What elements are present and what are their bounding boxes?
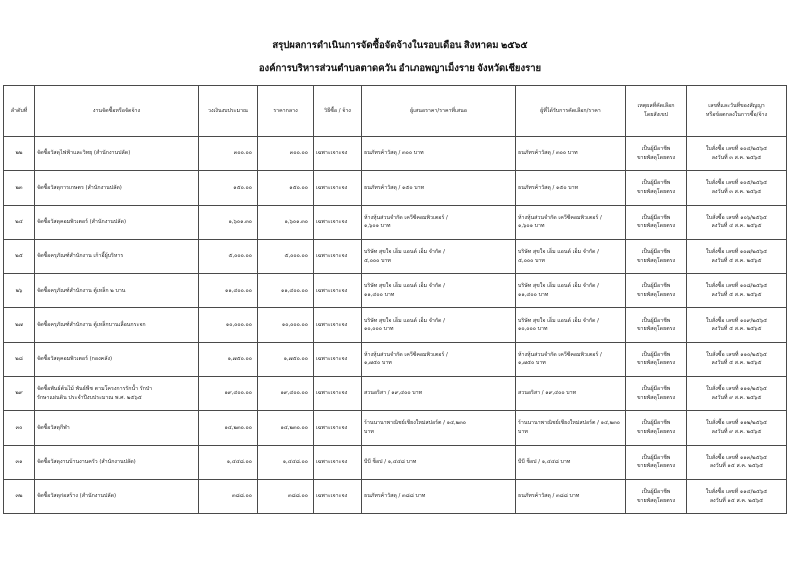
cell-reason-line1: เป็นผู้มีอาชีพ (641, 420, 671, 427)
table-row (4, 274, 787, 308)
cell-winner-line1: ห้างหุ้นส่วนจำกัด เควีซีคอมพิวเตอร์ / (518, 351, 602, 358)
cell-median-price: ๓๐๐.๐๐ (258, 137, 314, 171)
cell-median-price: ๑๐,๐๐๐.๐๐ (258, 308, 314, 342)
cell-bidders (362, 171, 516, 205)
cell-bidder-line2: บาท (364, 429, 374, 436)
table-row (4, 342, 787, 376)
cell-item-line2: รักษาแผ่นดิน ประจำปีงบประมาณ พ.ศ. ๒๕๖๕ (37, 394, 142, 401)
cell-bidders (362, 239, 516, 273)
cell-reason-line1: เป็นผู้มีอาชีพ (641, 317, 671, 324)
header-budget: วงเงินงบประมาณ (199, 86, 258, 137)
cell-winner-line1: ธนภัทรค้าวัสดุ / ๑๕๐ บาท (518, 184, 579, 191)
cell-contract-ref (687, 205, 787, 239)
cell-reason-line2: ขายพัสดุโดยตรง (636, 188, 676, 195)
header-ref-line1: เลขที่และวันที่ของสัญญา (708, 103, 765, 110)
cell-ref-line1: ใบสั่งซื้อ เลขที่ ๑๑๓/๒๕๖๕ (705, 454, 768, 461)
cell-bidder-line1: บริษัท สุขใจ เอ็ม แอนด์ เอ็ม จำกัด / (364, 317, 445, 324)
cell-bidders (362, 342, 516, 376)
cell-bidder-line2: ๕,๐๐๐ บาท (364, 257, 391, 264)
cell-winner-line1: ธนภัทรค้าวัสดุ / ๓๘๘ บาท (518, 493, 580, 500)
cell-item (35, 411, 199, 445)
cell-bidder-line1: บริษัท สุขใจ เอ็ม แอนด์ เอ็ม จำกัด / (364, 283, 445, 290)
cell-budget: ๓๐๐.๐๐ (199, 137, 258, 171)
cell-bidders (362, 445, 516, 479)
cell-ref-line1: ใบสั่งซื้อ เลขที่ ๑๑๒/๒๕๖๕ (706, 420, 767, 427)
cell-median-price: ๕,๐๐๐.๐๐ (258, 239, 314, 273)
procurement-table (3, 85, 787, 514)
cell-item-line1: จัดซื้อพันธ์ต้นไม้ พันธ์พืช ตามโครงการรักน้ำ รักป่า (37, 386, 153, 393)
cell-item (35, 274, 199, 308)
cell-median-price: ๑๔,๒๓๐.๐๐ (258, 411, 314, 445)
cell-no: ๓๐ (4, 411, 35, 445)
cell-reason-line2: ขายพัสดุโดยตรง (636, 257, 676, 264)
cell-bidder-line1: ธนภัทรค้าวัสดุ / ๑๕๐ บาท (364, 184, 425, 191)
cell-ref-line2: ลงวันที่ ๙ ส.ค. ๒๕๖๕ (711, 429, 762, 436)
cell-no: ๒๘ (4, 342, 35, 376)
header-reason-line1: เหตุผลที่คัดเลือก (637, 103, 675, 110)
cell-winner-line1: สวนอริสา / ๑๙,๔๐๐ บาท (518, 390, 577, 397)
table-row (4, 377, 787, 411)
cell-method: เฉพาะเจาะจง (314, 479, 362, 513)
cell-item (35, 239, 199, 273)
cell-contract-ref (687, 239, 787, 273)
header-winner: ผู้ที่ได้รับการคัดเลือก/ราคา (516, 86, 626, 137)
cell-reason (626, 205, 687, 239)
cell-method: เฉพาะเจาะจง (314, 411, 362, 445)
cell-budget: ๕,๐๐๐.๐๐ (199, 239, 258, 273)
cell-median-price: ๑๕๐.๐๐ (258, 171, 314, 205)
cell-ref-line1: ใบสั่งซื้อ เลขที่ ๑๐๗/๒๕๖๕ (705, 248, 768, 255)
cell-method: เฉพาะเจาะจง (314, 205, 362, 239)
cell-reason (626, 171, 687, 205)
cell-ref-line1: ใบสั่งซื้อ เลขที่ ๑๐๖/๒๕๖๕ (706, 214, 767, 221)
cell-winner-line1: ธนภัทรค้าวัสดุ / ๓๐๐ บาท (518, 150, 578, 157)
cell-bidders (362, 274, 516, 308)
cell-item-line1: จัดซื้อครุภัณฑ์สำนักงาน ตู้เหล็กบานเลื่อนกระจก (37, 321, 146, 328)
cell-method: เฉพาะเจาะจง (314, 308, 362, 342)
cell-contract-ref (687, 308, 787, 342)
cell-winner (516, 479, 626, 513)
cell-item-line1: จัดซื้อครุภัณฑ์สำนักงาน เก้าอี้ผู้บริหาร (37, 253, 124, 260)
cell-ref-line2: ลงวันที่ ๕ ส.ค. ๒๕๖๕ (711, 291, 762, 298)
header-no: ลำดับที่ (4, 86, 35, 137)
cell-budget: ๑๙,๔๐๐.๐๐ (199, 377, 258, 411)
cell-item-line1: จัดซื้อวัสดุคอมพิวเตอร์ (กองคลัง) (37, 356, 113, 363)
cell-winner (516, 239, 626, 273)
cell-bidder-line1: สวนอริสา / ๑๙,๔๐๐ บาท (364, 390, 423, 397)
cell-budget: ๓๘๘.๐๐ (199, 479, 258, 513)
cell-reason-line2: ขายพัสดุโดยตรง (636, 326, 676, 333)
cell-reason (626, 377, 687, 411)
cell-median-price: ๑,๔๔๘.๐๐ (258, 445, 314, 479)
cell-median-price: ๑,๖๐๑.๓๐ (258, 205, 314, 239)
cell-method: เฉพาะเจาะจง (314, 445, 362, 479)
cell-bidder-line2: ๑,๖๐๑ บาท (364, 223, 391, 230)
cell-winner-line2: ๕,๐๐๐ บาท (518, 257, 545, 264)
cell-winner (516, 308, 626, 342)
cell-bidders (362, 308, 516, 342)
cell-contract-ref (687, 171, 787, 205)
cell-winner-line2: ๑๑,๔๐๐ บาท (518, 291, 549, 298)
header-reason-line2: โดยสังเขป (643, 112, 668, 118)
header-reason (626, 86, 687, 137)
cell-ref-line1: ใบสั่งซื้อ เลขที่ ๑๐๘/๒๕๖๕ (705, 283, 768, 290)
cell-winner (516, 205, 626, 239)
cell-ref-line1: ใบสั่งซื้อ เลขที่ ๑๑๐/๒๕๖๕ (706, 351, 767, 358)
cell-reason-line2: ขายพัสดุโดยตรง (636, 291, 676, 298)
cell-contract-ref (687, 274, 787, 308)
cell-winner (516, 411, 626, 445)
cell-item-line1: จัดซื้อวัสดุการเกษตร (สำนักงานปลัด) (37, 184, 122, 191)
table-header-row (4, 86, 787, 137)
cell-winner-line2: ๑๐,๐๐๐ บาท (518, 326, 548, 333)
cell-ref-line2: ลงวันที่ ๑๕ ส.ค. ๒๕๖๕ (709, 463, 764, 470)
cell-item (35, 445, 199, 479)
cell-bidder-line1: ธนภัทรค้าวัสดุ / ๓๐๐ บาท (364, 150, 424, 157)
cell-ref-line2: ลงวันที่ ๓ ส.ค. ๒๕๖๕ (711, 188, 762, 195)
cell-method: เฉพาะเจาะจง (314, 239, 362, 273)
cell-ref-line1: ใบสั่งซื้อ เลขที่ ๑๑๔/๒๕๖๕ (705, 489, 768, 496)
cell-item-line1: จัดซื้อวัสดุก่อสร้าง (สำนักงานปลัด) (37, 493, 117, 500)
cell-winner (516, 377, 626, 411)
cell-reason-line1: เป็นผู้มีอาชีพ (641, 248, 671, 255)
table-row (4, 205, 787, 239)
cell-reason (626, 479, 687, 513)
cell-method: เฉพาะเจาะจง (314, 137, 362, 171)
cell-method: เฉพาะเจาะจง (314, 274, 362, 308)
table-row (4, 137, 787, 171)
cell-reason-line2: ขายพัสดุโดยตรง (636, 154, 676, 161)
cell-bidders (362, 377, 516, 411)
cell-ref-line1: ใบสั่งซื้อ เลขที่ ๑๐๕/๒๕๖๕ (705, 180, 768, 187)
cell-item-line1: จัดซื้อวัสดุงานบ้านงานครัว (สำนักงานปลัด) (37, 459, 136, 466)
header-median-price: ราคากลาง (258, 86, 314, 137)
cell-reason-line1: เป็นผู้มีอาชีพ (641, 146, 671, 153)
cell-budget: ๑,๔๔๘.๐๐ (199, 445, 258, 479)
cell-bidder-line1: บริษัท สุขใจ เอ็ม แอนด์ เอ็ม จำกัด / (364, 248, 445, 255)
cell-budget: ๑๑,๔๐๐.๐๐ (199, 274, 258, 308)
cell-reason-line1: เป็นผู้มีอาชีพ (641, 214, 671, 221)
cell-budget: ๑,๗๕๐.๐๐ (199, 342, 258, 376)
cell-winner-line1: บริษัท สุขใจ เอ็ม แอนด์ เอ็ม จำกัด / (518, 283, 599, 290)
cell-winner-line1: ร้านนานาพาณิชย์เชียงใหม่สปอร์ต / ๑๔,๒๓๐ (518, 420, 620, 427)
cell-budget: ๑๔,๒๓๐.๐๐ (199, 411, 258, 445)
cell-bidder-line1: ธนภัทรค้าวัสดุ / ๓๘๘ บาท (364, 493, 426, 500)
cell-reason-line2: ขายพัสดุโดยตรง (636, 223, 676, 230)
header-item: งานจัดซื้อหรือจัดจ้าง (35, 86, 199, 137)
cell-median-price: ๑๙,๔๐๐.๐๐ (258, 377, 314, 411)
cell-item (35, 137, 199, 171)
table-body (4, 137, 787, 514)
cell-median-price: ๑๑,๔๐๐.๐๐ (258, 274, 314, 308)
document-subtitle: องค์การบริหารส่วนตำบลตาดควัน อำเภอพญาเม็งราย จังหวัดเชียงราย (258, 64, 542, 74)
cell-winner-line2: ๑,๖๐๑ บาท (518, 223, 545, 230)
cell-no: ๒๒ (4, 137, 35, 171)
cell-reason-line2: ขายพัสดุโดยตรง (636, 429, 676, 436)
cell-ref-line2: ลงวันที่ ๕ ส.ค. ๒๕๖๕ (711, 257, 762, 264)
cell-contract-ref (687, 445, 787, 479)
cell-winner-line2: ๑,๗๕๐ บาท (518, 360, 546, 367)
cell-ref-line2: ลงวันที่ ๑๕ ส.ค. ๒๕๖๕ (709, 497, 764, 504)
table-row (4, 308, 787, 342)
cell-ref-line1: ใบสั่งซื้อ เลขที่ ๑๐๙/๒๕๖๕ (705, 317, 768, 324)
cell-contract-ref (687, 377, 787, 411)
table-row (4, 411, 787, 445)
cell-winner-line1: บริษัท สุขใจ เอ็ม แอนด์ เอ็ม จำกัด / (518, 317, 599, 324)
cell-bidders (362, 137, 516, 171)
cell-reason-line1: เป็นผู้มีอาชีพ (641, 283, 671, 290)
cell-no: ๒๔ (4, 205, 35, 239)
cell-no: ๒๖ (4, 274, 35, 308)
cell-reason-line1: เป็นผู้มีอาชีพ (641, 351, 671, 358)
cell-budget: ๑๐,๐๐๐.๐๐ (199, 308, 258, 342)
cell-contract-ref (687, 342, 787, 376)
cell-item (35, 377, 199, 411)
cell-item (35, 342, 199, 376)
cell-no: ๒๙ (4, 377, 35, 411)
cell-reason-line1: เป็นผู้มีอาชีพ (641, 489, 671, 496)
cell-reason-line2: ขายพัสดุโดยตรง (636, 497, 676, 504)
cell-reason (626, 239, 687, 273)
cell-reason (626, 137, 687, 171)
cell-method: เฉพาะเจาะจง (314, 377, 362, 411)
cell-item-line1: จัดซื้อครุภัณฑ์สำนักงาน ตู้เหล็ก ๒ บาน (37, 287, 126, 294)
cell-bidders (362, 479, 516, 513)
cell-winner (516, 171, 626, 205)
cell-item-line1: จัดซื้อวัสดุกีฬา (37, 424, 70, 431)
cell-no: ๒๕ (4, 239, 35, 273)
cell-method: เฉพาะเจาะจง (314, 342, 362, 376)
cell-winner (516, 274, 626, 308)
cell-item (35, 479, 199, 513)
cell-reason (626, 308, 687, 342)
cell-ref-line2: ลงวันที่ ๕ ส.ค. ๒๕๖๕ (711, 326, 762, 333)
cell-budget: ๑,๖๐๑.๓๐ (199, 205, 258, 239)
header-ref-line2: หรือข้อตกลงในการซื้อ/จ้าง (705, 112, 768, 118)
cell-reason-line2: ขายพัสดุโดยตรง (636, 360, 676, 367)
cell-bidders (362, 205, 516, 239)
cell-bidder-line2: ๑๑,๔๐๐ บาท (364, 291, 395, 298)
cell-bidders (362, 411, 516, 445)
cell-bidder-line1: ร้านนานาพาณิชย์เชียงใหม่สปอร์ต / ๑๔,๒๓๐ (364, 420, 466, 427)
cell-winner-line2: บาท (518, 429, 528, 436)
cell-winner-line1: บริษัท สุขใจ เอ็ม แอนด์ เอ็ม จำกัด / (518, 248, 599, 255)
header-method: วิธีซื้อ / จ้าง (314, 86, 362, 137)
table-row (4, 479, 787, 513)
cell-budget: ๑๕๐.๐๐ (199, 171, 258, 205)
cell-bidder-line2: ๑,๗๕๐ บาท (364, 360, 392, 367)
cell-reason (626, 445, 687, 479)
cell-reason (626, 342, 687, 376)
header-contract-ref (687, 86, 787, 137)
cell-winner (516, 445, 626, 479)
cell-ref-line2: ลงวันที่ ๕ ส.ค. ๒๕๖๕ (711, 360, 762, 367)
cell-winner-line1: ห้างหุ้นส่วนจำกัด เควีซีคอมพิวเตอร์ / (518, 214, 602, 221)
table-row (4, 445, 787, 479)
cell-no: ๓๑ (4, 445, 35, 479)
cell-median-price: ๓๘๘.๐๐ (258, 479, 314, 513)
cell-item-line1: จัดซื้อวัสดุไฟฟ้าและวิทยุ (สำนักงานปลัด) (37, 150, 131, 157)
cell-winner (516, 342, 626, 376)
cell-bidder-line2: ๑๐,๐๐๐ บาท (364, 326, 394, 333)
cell-no: ๒๓ (4, 171, 35, 205)
table-row (4, 171, 787, 205)
cell-contract-ref (687, 411, 787, 445)
header-bidders: ผู้เสนอราคา/ราคาที่เสนอ (362, 86, 516, 137)
cell-median-price: ๑,๗๕๐.๐๐ (258, 342, 314, 376)
cell-no: ๓๒ (4, 479, 35, 513)
cell-ref-line1: ใบสั่งซื้อ เลขที่ ๑๑๑/๒๕๖๕ (706, 386, 767, 393)
cell-reason-line2: ขายพัสดุโดยตรง (636, 463, 676, 470)
cell-method: เฉพาะเจาะจง (314, 171, 362, 205)
cell-contract-ref (687, 137, 787, 171)
document-title: สรุปผลการดำเนินการจัดซื้อจัดจ้างในรอบเดือน สิงหาคม ๒๕๖๕ (272, 41, 528, 51)
cell-item-line1: จัดซื้อวัสดุคอมพิวเตอร์ (สำนักงานปลัด) (37, 218, 127, 225)
cell-reason-line1: เป็นผู้มีอาชีพ (641, 180, 671, 187)
cell-reason-line2: ขายพัสดุโดยตรง (636, 394, 676, 401)
cell-ref-line2: ลงวันที่ ๓ ส.ค. ๒๕๖๕ (711, 154, 762, 161)
cell-ref-line1: ใบสั่งซื้อ เลขที่ ๑๐๔/๒๕๖๕ (705, 146, 768, 153)
cell-reason (626, 274, 687, 308)
cell-ref-line2: ลงวันที่ ๙ ส.ค. ๒๕๖๕ (711, 394, 762, 401)
cell-bidder-line1: บีบี ช็อป / ๑,๔๔๘ บาท (364, 459, 417, 466)
cell-winner-line1: บีบี ช็อป / ๑,๔๔๘ บาท (518, 459, 571, 466)
cell-item (35, 171, 199, 205)
cell-bidder-line1: ห้างหุ้นส่วนจำกัด เควีซีคอมพิวเตอร์ / (364, 214, 448, 221)
cell-item (35, 308, 199, 342)
table-row (4, 239, 787, 273)
cell-reason (626, 411, 687, 445)
cell-item (35, 205, 199, 239)
cell-ref-line2: ลงวันที่ ๔ ส.ค. ๒๕๖๕ (711, 223, 762, 230)
cell-contract-ref (687, 479, 787, 513)
cell-bidder-line1: ห้างหุ้นส่วนจำกัด เควีซีคอมพิวเตอร์ / (364, 351, 448, 358)
cell-winner (516, 137, 626, 171)
cell-no: ๒๗ (4, 308, 35, 342)
cell-reason-line1: เป็นผู้มีอาชีพ (641, 386, 671, 393)
cell-reason-line1: เป็นผู้มีอาชีพ (641, 454, 671, 461)
